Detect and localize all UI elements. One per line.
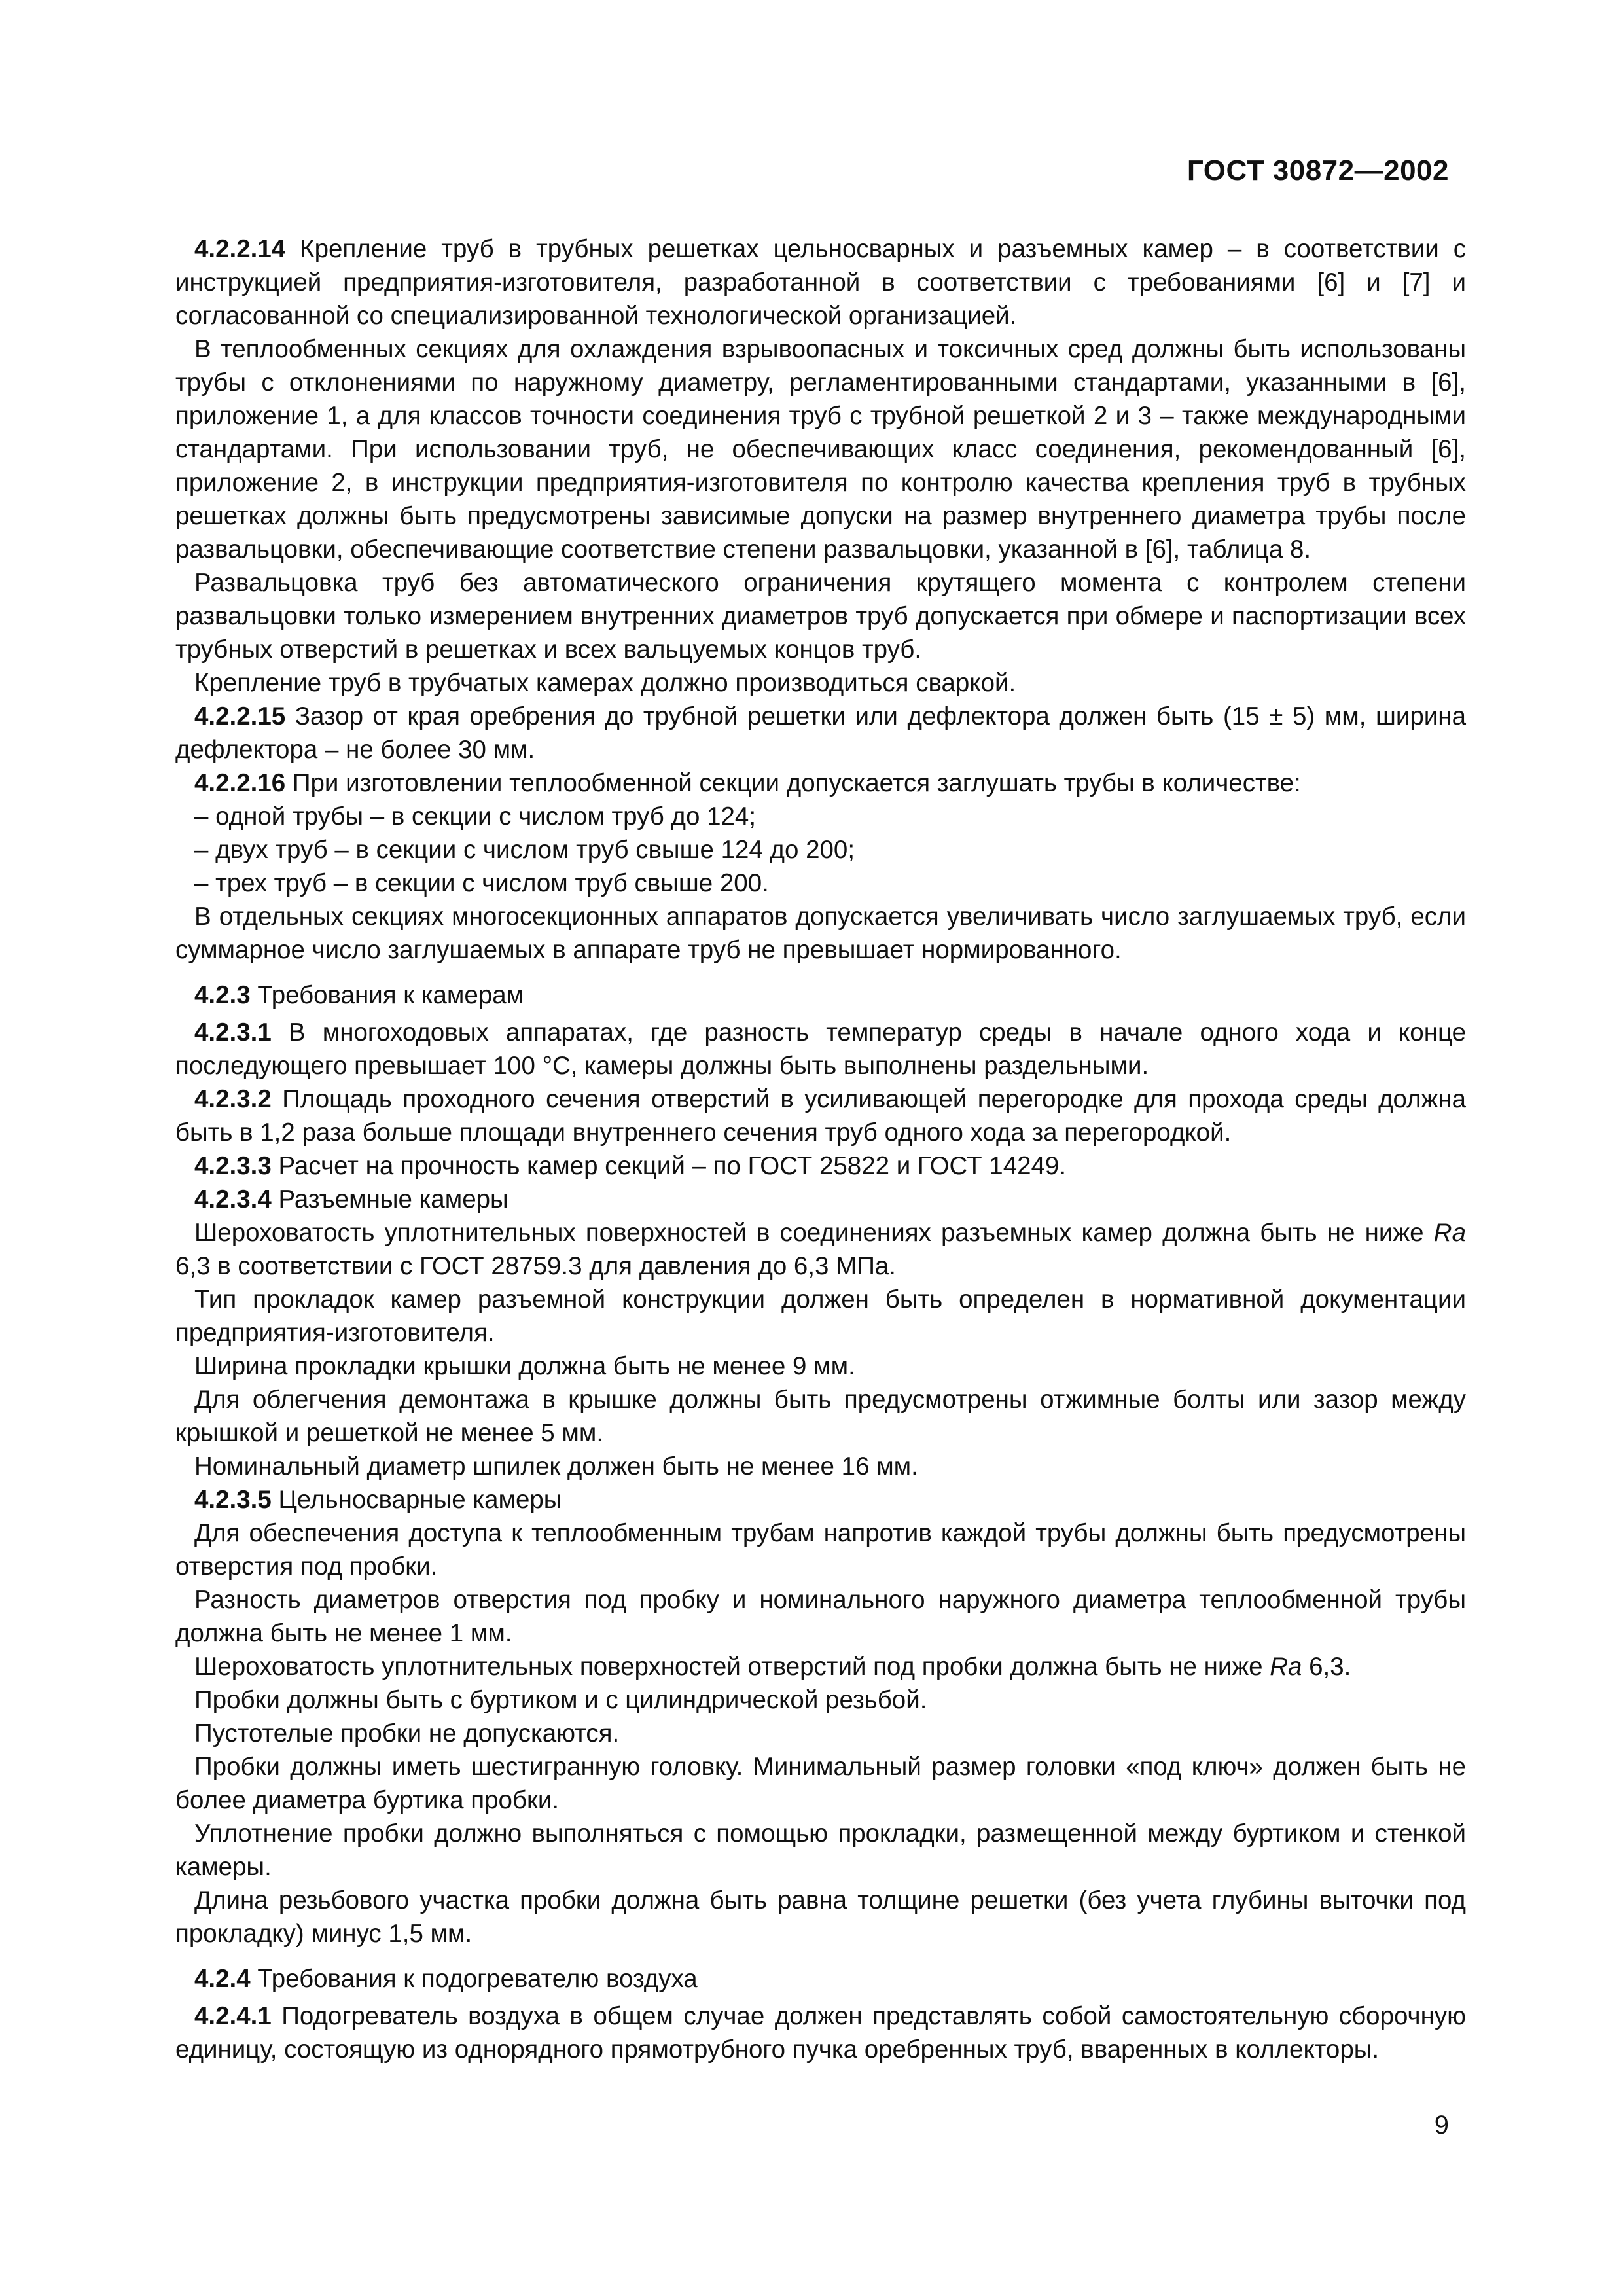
clause-number: 4.2.4.1 bbox=[194, 2002, 272, 2030]
section-number: 4.2.4 bbox=[194, 1965, 251, 1993]
paragraph: Номинальный диаметр шпилек должен быть не менее 16 мм. bbox=[194, 1452, 918, 1480]
paragraph: Пустотелые пробки не допускаются. bbox=[194, 1719, 620, 1748]
clause-number: 4.2.2.15 bbox=[194, 702, 286, 730]
clause-number: 4.2.3.4 bbox=[194, 1185, 272, 1213]
page-number: 9 bbox=[1434, 2111, 1449, 2140]
clause-number: 4.2.2.16 bbox=[194, 769, 286, 797]
list-item: – трех труб – в секции с числом труб свыше 200. bbox=[194, 869, 769, 897]
paragraph-4-2-2-15: 4.2.2.15 Зазор от края оребрения до трубной решетки или дефлектора должен быть (15 ± 5) мм, ширина дефлектора – не более 30 мм. bbox=[175, 702, 1466, 764]
clause-number: 4.2.3.5 bbox=[194, 1486, 272, 1514]
paragraph: Уплотнение пробки должно выполняться с помощью прокладки, размещенной между буртиком и стенкой камеры. bbox=[175, 1820, 1466, 1881]
clause-number: 4.2.3.3 bbox=[194, 1152, 272, 1180]
section-heading-4-2-4: 4.2.4 Требования к подогревателю воздуха bbox=[194, 1965, 698, 1993]
paragraph-4-2-3-5: 4.2.3.5 Цельносварные камеры bbox=[194, 1486, 562, 1514]
paragraph: Шероховатость уплотнительных поверхностей отверстий под пробки должна быть не ниже Ra 6,3. bbox=[194, 1653, 1351, 1681]
paragraph-4-2-3-1: 4.2.3.1 В многоходовых аппаратах, где разность температур среды в начале одного хода и конце последующего превышает 100 °С, камеры должны быть выполнены раздельными. bbox=[175, 1018, 1466, 1080]
paragraph-4-2-2-14: 4.2.2.14 Крепление труб в трубных решетках цельносварных и разъемных камер – в соответствии с инструкцией предприятия-изготовителя, разработанной в соответствии с требованиями [6] и [7] и согласованной со специализированной технологической организацией. bbox=[175, 235, 1466, 330]
clause-number: 4.2.2.14 bbox=[194, 235, 286, 263]
paragraph: Пробки должны иметь шестигранную головку. Минимальный размер головки «под ключ» должен быть не более диаметра буртика пробки. bbox=[175, 1753, 1466, 1814]
paragraph: Ширина прокладки крышки должна быть не менее 9 мм. bbox=[194, 1352, 855, 1380]
paragraph: Крепление труб в трубчатых камерах должно производиться сваркой. bbox=[194, 669, 1016, 697]
paragraph-4-2-3-4: 4.2.3.4 Разъемные камеры bbox=[194, 1185, 508, 1213]
clause-number: 4.2.3.1 bbox=[194, 1018, 272, 1047]
clause-number: 4.2.3.2 bbox=[194, 1085, 272, 1113]
paragraph: Тип прокладок камер разъемной конструкции должен быть определен в нормативной документации предприятия-изготовителя. bbox=[175, 1285, 1466, 1347]
paragraph: Для обеспечения доступа к теплообменным трубам напротив каждой трубы должны быть предусмотрены отверстия под пробки. bbox=[175, 1519, 1466, 1581]
section-heading-4-2-3: 4.2.3 Требования к камерам bbox=[194, 981, 524, 1009]
paragraph: Для облегчения демонтажа в крышке должны быть предусмотрены отжимные болты или зазор между крышкой и решеткой не менее 5 мм. bbox=[175, 1386, 1466, 1447]
paragraph: Пробки должны быть с буртиком и с цилиндрической резьбой. bbox=[194, 1686, 927, 1714]
roughness-symbol: Ra bbox=[1433, 1219, 1466, 1247]
document-code-header: ГОСТ 30872—2002 bbox=[1186, 154, 1449, 187]
list-item: – двух труб – в секции с числом труб свыше 124 до 200; bbox=[194, 836, 855, 864]
paragraph-4-2-3-2: 4.2.3.2 Площадь проходного сечения отверстий в усиливающей перегородке для прохода среды должна быть в 1,2 раза больше площади внутреннего сечения труб одного хода за перегородкой. bbox=[175, 1085, 1466, 1147]
paragraph-4-2-4-1: 4.2.4.1 Подогреватель воздуха в общем случае должен представлять собой самостоятельную сборочную единицу, состоящую из однорядного прямотрубного пучка оребренных труб, вваренных в коллекторы. bbox=[175, 2002, 1466, 2064]
paragraph: В отдельных секциях многосекционных аппаратов допускается увеличивать число заглушаемых труб, если суммарное число заглушаемых в аппарате труб не превышает нормированного. bbox=[175, 903, 1466, 964]
document-body bbox=[175, 232, 1466, 2066]
list-item: – одной трубы – в секции с числом труб до 124; bbox=[194, 802, 757, 831]
roughness-symbol: Ra bbox=[1270, 1653, 1302, 1681]
paragraph-4-2-3-3: 4.2.3.3 Расчет на прочность камер секций – по ГОСТ 25822 и ГОСТ 14249. bbox=[194, 1152, 1067, 1180]
paragraph-4-2-2-16: 4.2.2.16 При изготовлении теплообменной секции допускается заглушать трубы в количестве: bbox=[194, 769, 1301, 797]
paragraph: Разность диаметров отверстия под пробку и номинального наружного диаметра теплообменной трубы должна быть не менее 1 мм. bbox=[175, 1586, 1466, 1647]
paragraph: Длина резьбового участка пробки должна быть равна толщине решетки (без учета глубины выточки под прокладку) минус 1,5 мм. bbox=[175, 1886, 1466, 1948]
section-number: 4.2.3 bbox=[194, 981, 251, 1009]
paragraph: В теплообменных секциях для охлаждения взрывоопасных и токсичных сред должны быть использованы трубы с отклонениями по наружному диаметру, регламентированными стандартами, указанными в [6], приложение 1, а для классов точности соединения труб с трубной решеткой 2 и 3 – также международными стандартами. При использовании труб, не обеспечивающих класс соединения, рекомендованный [6], приложение 2, в инструкции предприятия-изготовителя по контролю качества крепления труб в трубных решетках должны быть предусмотрены зависимые допуски на размер внутреннего диаметра трубы после развальцовки, обеспечивающие соответствие степени развальцовки, указанной в [6], таблица 8. bbox=[175, 335, 1466, 564]
paragraph: Шероховатость уплотнительных поверхностей в соединениях разъемных камер должна быть не ниже Ra 6,3 в соответствии с ГОСТ 28759.3 для давления до 6,3 МПа. bbox=[175, 1219, 1466, 1280]
paragraph: Развальцовка труб без автоматического ограничения крутящего момента с контролем степени развальцовки только измерением внутренних диаметров труб допускается при обмере и паспортизации всех трубных отверстий в решетках и всех вальцуемых концов труб. bbox=[175, 569, 1466, 664]
